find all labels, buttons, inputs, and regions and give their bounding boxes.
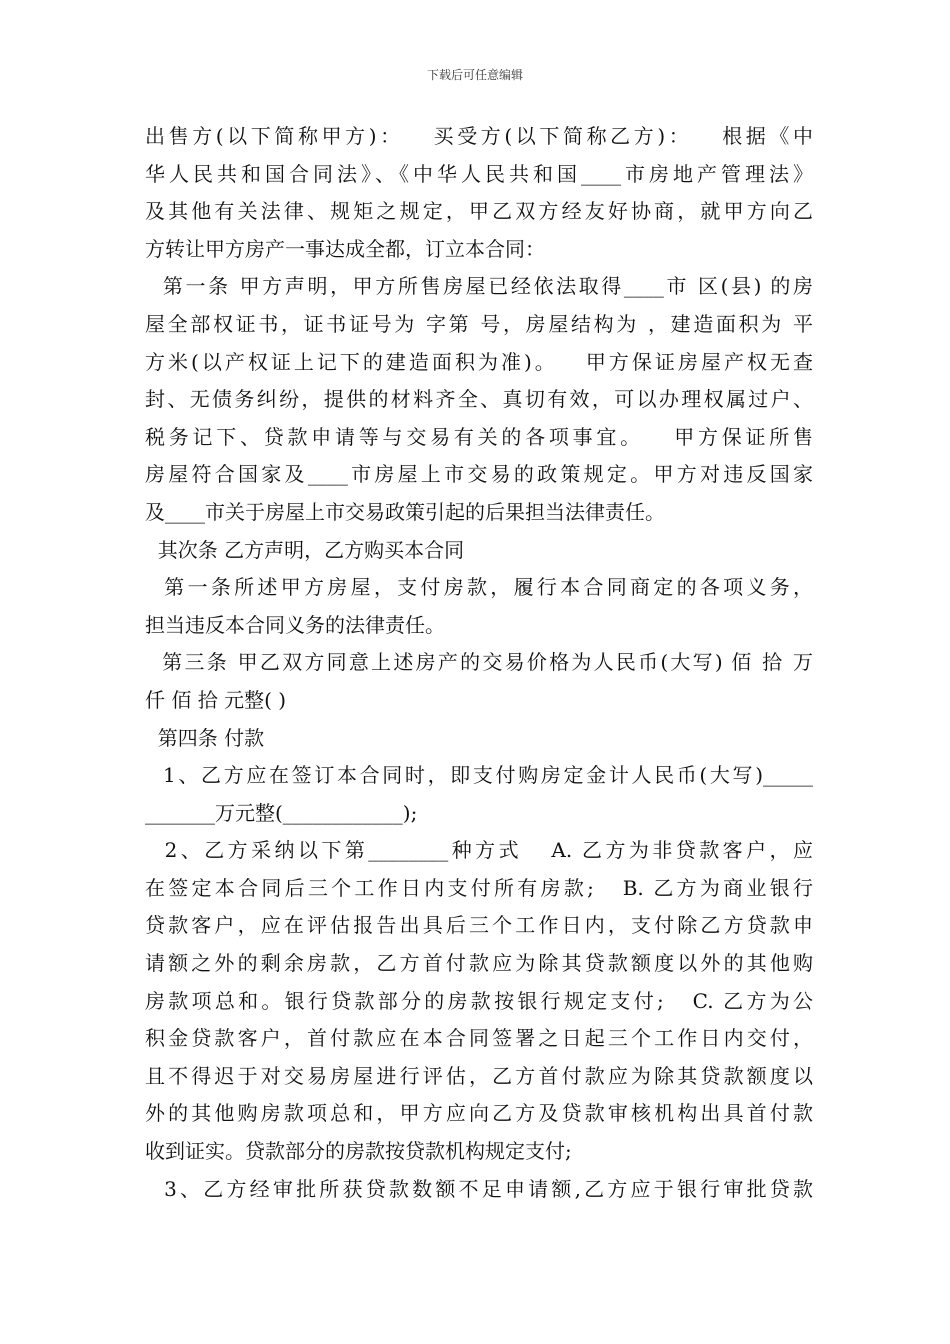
text-line: 第三条 甲乙双方同意上述房产的交易价格为人民币(大写) 佰 拾 万	[145, 650, 813, 675]
text-line: 2、乙方采纳以下第________种方式 A. 乙方为非贷款客户，应	[145, 838, 813, 863]
text-line: 担当违反本合同义务的法律责任。	[145, 612, 445, 637]
text-line: 第四条 付款	[145, 725, 265, 750]
text-line: 及____市关于房屋上市交易政策引起的后果担当法律责任。	[145, 499, 665, 524]
text-line: 第一条 甲方声明，甲方所售房屋已经依法取得____市 区(县) 的房	[145, 274, 813, 299]
text-line: 收到证实。贷款部分的房款按贷款机构规定支付;	[145, 1139, 572, 1164]
text-line: 外的其他购房款项总和，甲方应向乙方及贷款审核机构出具首付款	[145, 1101, 813, 1126]
text-line: 出售方(以下简称甲方)： 买受方(以下简称乙方)： 根据《中	[145, 124, 813, 148]
text-line: 房屋符合国家及____市房屋上市交易的政策规定。甲方对违反国家	[145, 462, 813, 487]
text-line: 3、乙方经审批所获贷款数额不足申请额,乙方应于银行审批贷款	[145, 1176, 813, 1201]
text-line: 积金贷款客户，首付款应在本合同签署之日起三个工作日内交付，	[145, 1026, 813, 1051]
text-line: 第一条所述甲方房屋，支付房款，履行本合同商定的各项义务，	[145, 575, 813, 600]
text-line: 及其他有关法律、规矩之规定，甲乙双方经友好协商，就甲方向乙	[145, 199, 813, 224]
text-line: _______万元整(____________);	[145, 800, 418, 825]
text-line: 1、乙方应在签订本合同时，即支付购房定金计人民币(大写)_____	[145, 763, 813, 788]
contract-body	[145, 118, 813, 1208]
text-line: 且不得迟于对交易房屋进行评估，乙方首付款应为除其贷款额度以	[145, 1063, 813, 1088]
text-line: 贷款客户，应在评估报告出具后三个工作日内，支付除乙方贷款申	[145, 913, 813, 938]
text-line: 其次条 乙方声明，乙方购买本合同	[145, 537, 465, 562]
text-line: 仟 佰 拾 元整( )	[145, 687, 287, 712]
text-line: 封、无债务纠纷，提供的材料齐全、真切有效，可以办理权属过户、	[145, 387, 813, 412]
text-line: 在签定本合同后三个工作日内支付所有房款; B. 乙方为商业银行	[145, 875, 813, 900]
text-line: 税务记下、贷款申请等与交易有关的各项事宜。 甲方保证所售	[145, 424, 813, 449]
text-line: 屋全部权证书，证书证号为 字第 号，房屋结构为 ，建造面积为 平	[145, 311, 813, 336]
text-line: 方转让甲方房产一事达成全都，订立本合同：	[145, 236, 545, 261]
text-line: 方米(以产权证上记下的建造面积为准)。 甲方保证房屋产权无查	[145, 349, 813, 374]
text-line: 请额之外的剩余房款，乙方首付款应为除其贷款额度以外的其他购	[145, 951, 813, 976]
text-line: 房款项总和。银行贷款部分的房款按银行规定支付; C. 乙方为公	[145, 988, 813, 1013]
page-header-note: 下载后可任意编辑	[426, 68, 523, 82]
text-line: 华人民共和国合同法》、《中华人民共和国____市房地产管理法》	[145, 161, 813, 186]
